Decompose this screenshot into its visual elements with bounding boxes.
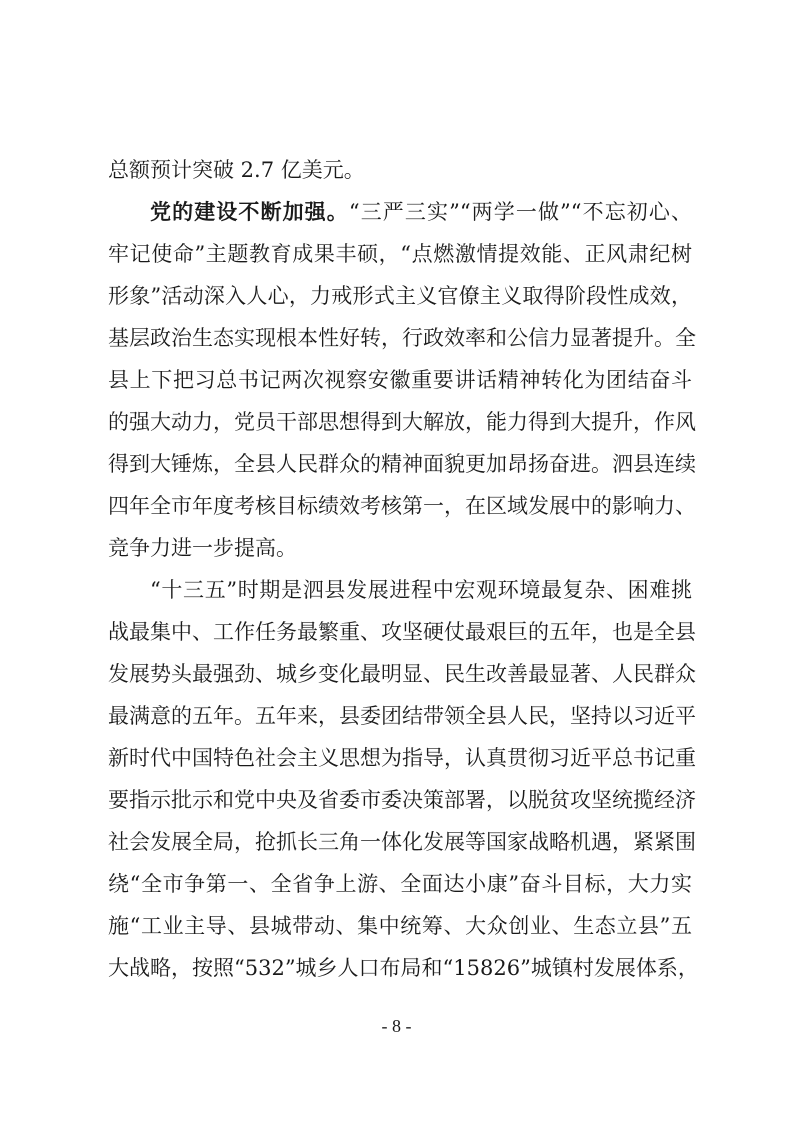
text-line: 总额预计突破 2.7 亿美元。 bbox=[108, 158, 365, 182]
text-line: 基层政治生态实现根本性好转，行政效率和公信力显著提升。全 bbox=[108, 326, 696, 350]
text-line: 绕“全市争第一、全省争上游、全面达小康”奋斗目标，大力实 bbox=[108, 872, 692, 896]
text-line: 竞争力进一步提高。 bbox=[108, 536, 297, 560]
page-number: - 8 - bbox=[381, 1016, 412, 1036]
text-line: 新时代中国特色社会主义思想为指导，认真贯彻习近平总书记重 bbox=[108, 746, 696, 770]
text-line: 形象”活动深入人心，力戒形式主义官僚主义取得阶段性成效， bbox=[108, 284, 692, 308]
text-line: 最满意的五年。五年来，县委团结带领全县人民，坚持以习近平 bbox=[108, 704, 696, 728]
text-line-rest: “三严三实”“两学一做”“不忘初心、 bbox=[348, 200, 692, 224]
text-line: 县上下把习总书记两次视察安徽重要讲话精神转化为团结奋斗 bbox=[108, 368, 692, 392]
text-line: 牢记使命”主题教育成果丰硕，“点燃激情提效能、正风肃纪树 bbox=[108, 242, 692, 266]
text-line: 四年全市年度考核目标绩效考核第一，在区域发展中的影响力、 bbox=[108, 494, 696, 518]
paragraph-first-line bbox=[108, 191, 692, 233]
text-line: 的强大动力，党员干部思想得到大解放，能力得到大提升，作风 bbox=[108, 410, 696, 434]
text-line: 施“工业主导、县城带动、集中统筹、大众创业、生态立县”五 bbox=[108, 914, 692, 938]
text-line: 要指示批示和党中央及省委市委决策部署，以脱贫攻坚统揽经济 bbox=[108, 788, 696, 812]
text-line: 战最集中、工作任务最繁重、攻坚硬仗最艰巨的五年，也是全县 bbox=[108, 620, 696, 644]
text-line: 大战略，按照“532”城乡人口布局和“15826”城镇村发展体系， bbox=[108, 956, 699, 980]
text-line: 发展势头最强劲、城乡变化最明显、民生改善最显著、人民群众 bbox=[108, 662, 696, 686]
body-text bbox=[108, 149, 699, 989]
paragraph-heading: 党的建设不断加强。 bbox=[150, 200, 349, 224]
text-line: “十三五”时期是泗县发展进程中宏观环境最复杂、困难挑 bbox=[150, 578, 692, 602]
text-line: 得到大锤炼，全县人民群众的精神面貌更加昂扬奋进。泗县连续 bbox=[108, 452, 696, 476]
text-line: 社会发展全局，抢抓长三角一体化发展等国家战略机遇，紧紧围 bbox=[108, 830, 696, 854]
